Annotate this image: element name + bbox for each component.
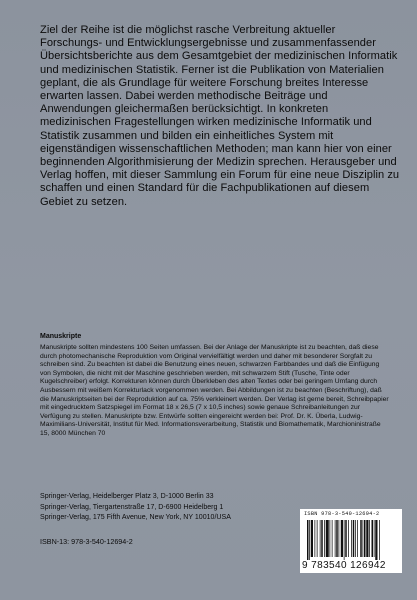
barcode-bar <box>357 520 358 557</box>
manuscripts-heading: Manuskripte <box>40 333 82 340</box>
barcode-digits: 9 783540 126942 <box>302 560 386 571</box>
barcode-bar <box>326 520 329 557</box>
barcode-bar <box>315 520 316 557</box>
barcode-bars <box>306 520 396 560</box>
barcode-bar <box>320 520 321 557</box>
publisher-addresses <box>40 492 231 524</box>
manuscripts-guidelines: Manuskripte sollten mindestens 100 Seiten umfassen. Bei der Anlage der Manuskripte ist zu beachten, daß diese durch photomechanische Reproduktion vom Original vervielfältigt werden und daher mit besonderer Sorgfalt zu schreiben sind. Zu beachten ist dabei die Benutzung eines neuen, schwarzen Farbbandes und daß die Einfügung von Symbolen, die nicht mit der Maschine geschrieben werden, mit schwarzem Stift (Tusche, Tinte oder Kugelschreiber) erfolgt. Korrekturen können durch Überkleben des alten Textes oder bei geringem Umfang durch Ausbessern mit weißem Korrekturlack vorgenommen werden. Bei Abbildungen ist zu beachten (Beschriftung), daß die Manuskriptseiten bei der Reproduktion auf ca. 75% verkleinert werden. Der Verlag ist gerne bereit, Schreibpapier mit eingedrucktem Satzspiegel im Format 18 x 26,5 (7 x 10,5 inches) sowie genaue Schreibanleitungen zur Verfügung zu stellen. Manuskripte bzw. Entwürfe sollten eingereicht werden bei: Prof. Dr. K. Überla, Ludwig-Maximilians-Universität, Institut für Med. Informationsverarbeitung, Statistik und Biomathematik, Marchioninistraße 15, 8000 München 70 <box>40 344 389 437</box>
barcode-bar <box>375 520 377 560</box>
barcode-bar <box>374 520 375 557</box>
barcode-bar <box>366 520 368 557</box>
barcode-bar <box>360 520 362 557</box>
barcode-bar <box>339 520 340 557</box>
barcode-bar <box>330 520 331 557</box>
barcode-bar <box>335 520 336 557</box>
barcode-bar <box>364 520 366 557</box>
barcode-panel <box>300 509 402 573</box>
barcode-bar <box>311 520 313 557</box>
barcode-bar <box>341 520 343 557</box>
barcode-bar <box>369 520 370 557</box>
barcode-bar <box>353 520 355 557</box>
barcode-bar <box>317 520 318 557</box>
barcode-bar <box>332 520 333 557</box>
publisher-address-new-york: Springer-Verlag, 175 Fifth Avenue, New York, NY 10010/USA <box>40 514 231 521</box>
barcode-bar <box>344 520 345 560</box>
barcode-bar <box>345 520 347 557</box>
barcode-bar <box>309 520 310 560</box>
publisher-address-berlin: Springer-Verlag, Heidelberger Platz 3, D-1000 Berlin 33 <box>40 493 214 500</box>
isbn-label: ISBN-13: 978-3-540-12694-2 <box>40 537 133 546</box>
barcode-bar <box>355 520 356 557</box>
series-description: Ziel der Reihe ist die möglichst rasche Verbreitung aktueller Forschungs- und Entwicklungsergebnisse und zusammenfassender Übersichtsberichte aus dem Gesamtgebiet der medizinischen Informatik und medizinischen Statistik. Ferner ist die Publikation von Materialien geplant, die als Grundlage für weitere Forschung breites Interesse erwarten lassen. Dabei werden methodische Beiträge und Anwendungen gleichermaßen berücksichtigt. In konkreten medizinischen Fragestellungen wirken medizinische Informatik und Statistik zusammen und bilden ein einheitliches System mit eigenständigen wissenschaftlichen Methoden; man kann hier von einer beginnenden Algorithmisierung der Medizin sprechen. Herausgeber und Verlag hoffen, mit dieser Sammlung ein Forum für eine neue Disziplin zu schaffen und einen Standard für die Fachpublikationen auf diesem Gebiet zu setzen. <box>40 24 400 208</box>
barcode-bar <box>307 520 309 560</box>
barcode-bar <box>379 520 380 560</box>
barcode-bar <box>336 520 338 557</box>
barcode-bar <box>348 520 349 557</box>
barcode-bar <box>372 520 374 557</box>
barcode-bar <box>363 520 364 557</box>
barcode-bar <box>324 520 325 557</box>
barcode-bar <box>321 520 323 557</box>
publisher-address-heidelberg: Springer-Verlag, Tiergartenstraße 17, D-6900 Heidelberg 1 <box>40 503 224 511</box>
barcode-isbn-text: ISBN 978-3-540-12694-2 <box>304 511 380 517</box>
barcode-bar <box>351 520 352 557</box>
